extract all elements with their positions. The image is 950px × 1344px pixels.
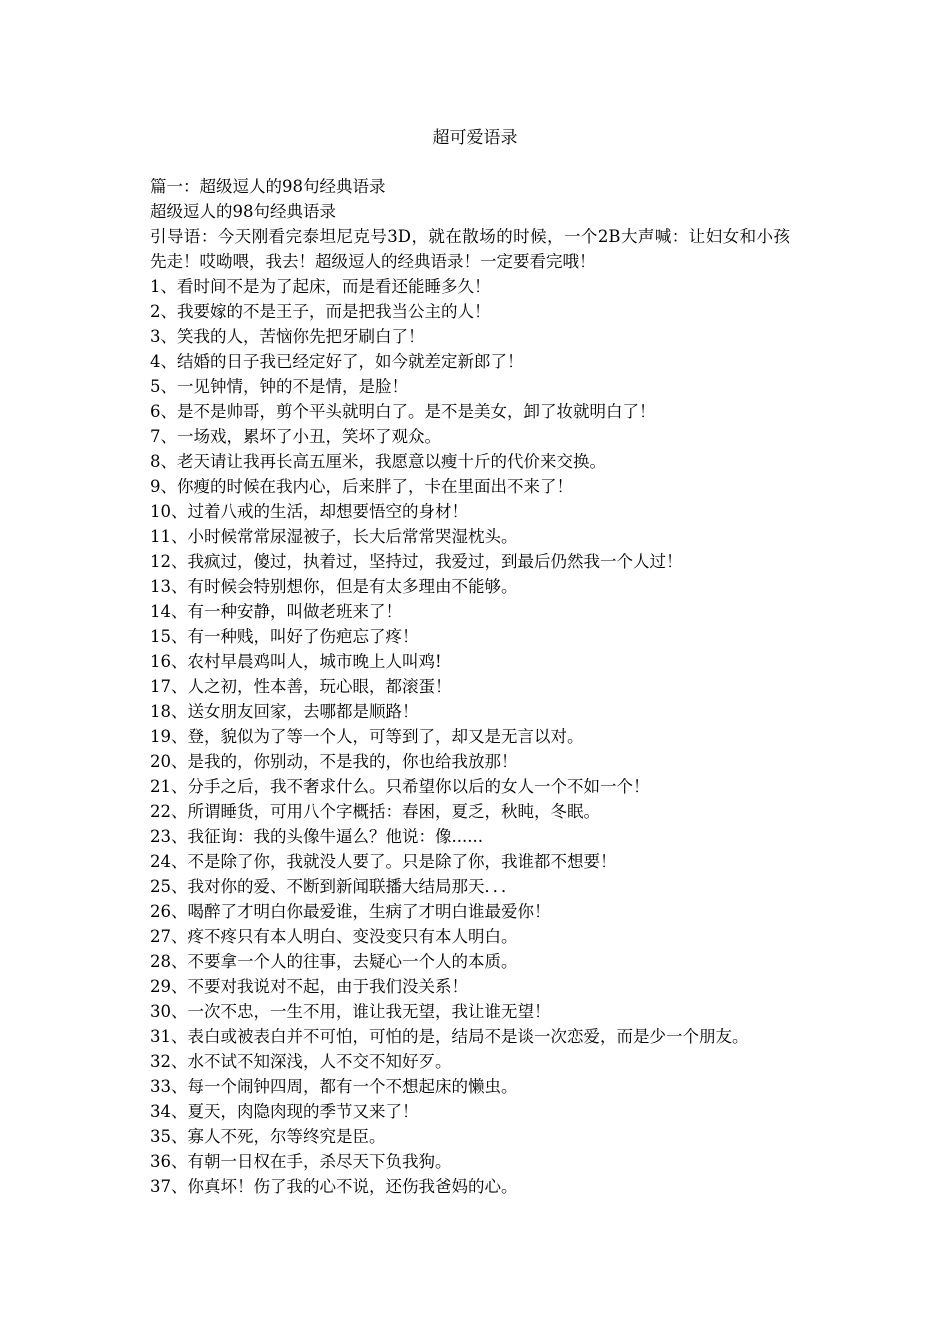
quote-line: 26、喝醉了才明白你最爱谁，生病了才明白谁最爱你！ <box>150 902 551 921</box>
quote-line: 36、有朝一日权在手，杀尽天下负我狗。 <box>150 1152 452 1171</box>
quote-line: 27、疼不疼只有本人明白、变没变只有本人明白。 <box>150 927 518 946</box>
quote-line: 5、一见钟情，钟的不是情，是脸！ <box>150 377 408 396</box>
quote-line: 18、送女朋友回家，去哪都是顺路！ <box>150 702 419 721</box>
quote-line: 22、所谓睡货，可用八个字概括：春困，夏乏，秋盹，冬眠。 <box>150 802 600 821</box>
quote-line: 9、你瘦的时候在我内心，后来胖了，卡在里面出不来了！ <box>150 477 573 496</box>
quote-line: 10、过着八戒的生活，却想要悟空的身材！ <box>150 502 468 521</box>
document-title: 超可爱语录 <box>432 128 518 148</box>
document-body <box>150 174 790 1199</box>
section-heading: 篇一：超级逗人的98句经典语录 <box>150 177 386 196</box>
quote-line: 19、登，貌似为了等一个人，可等到了，却又是无言以对。 <box>150 727 584 746</box>
quote-line: 1、看时间不是为了起床，而是看还能睡多久！ <box>150 277 491 296</box>
quote-line: 29、不要对我说对不起，由于我们没关系！ <box>150 977 468 996</box>
quote-line: 25、我对你的爱、不断到新闻联播大结局那天．．． <box>150 877 518 896</box>
quote-line: 34、夏天，肉隐肉现的季节又来了！ <box>150 1102 419 1121</box>
quote-line: 3、笑我的人，苦恼你先把牙刷白了！ <box>150 327 425 346</box>
quote-line: 6、是不是帅哥，剪个平头就明白了。是不是美女，卸了妆就明白了！ <box>150 402 656 421</box>
quote-line: 8、老天请让我再长高五厘米，我愿意以瘦十斤的代价来交换。 <box>150 452 606 471</box>
quote-line: 21、分手之后，我不奢求什么。只希望你以后的女人一个不如一个！ <box>150 777 650 796</box>
section-subheading: 超级逗人的98句经典语录 <box>150 202 336 221</box>
quote-line: 7、一场戏，累坏了小丑，笑坏了观众。 <box>150 427 441 446</box>
quote-line: 33、每一个闹钟四周，都有一个不想起床的懒虫。 <box>150 1077 518 1096</box>
quote-line: 12、我疯过，傻过，执着过，坚持过，我爱过，到最后仍然我一个人过！ <box>150 552 683 571</box>
quote-line: 14、有一种安静，叫做老班来了！ <box>150 602 402 621</box>
quote-line: 37、你真坏！伤了我的心不说，还伤我爸妈的心。 <box>150 1177 518 1196</box>
quote-line: 28、不要拿一个人的往事，去疑心一个人的本质。 <box>150 952 518 971</box>
quote-line: 17、人之初，性本善，玩心眼，都滚蛋！ <box>150 677 452 696</box>
quote-line: 23、我征询：我的头像牛逼么？他说：像...... <box>150 827 483 846</box>
quote-line: 15、有一种贱，叫好了伤疤忘了疼！ <box>150 627 419 646</box>
quote-line: 4、结婚的日子我已经定好了，如今就差定新郎了！ <box>150 352 524 371</box>
quote-line: 2、我要嫁的不是王子，而是把我当公主的人！ <box>150 302 491 321</box>
quote-line: 16、农村早晨鸡叫人，城市晚上人叫鸡! <box>150 652 442 671</box>
quote-line: 13、有时候会特别想你，但是有太多理由不能够。 <box>150 577 518 596</box>
quote-line: 20、是我的，你别动，不是我的，你也给我放那！ <box>150 752 518 771</box>
quote-line: 31、表白或被表白并不可怕，可怕的是，结局不是谈一次恋爱，而是少一个朋友。 <box>150 1027 749 1046</box>
quote-line: 32、水不试不知深浅，人不交不知好歹。 <box>150 1052 452 1071</box>
quote-line: 35、寡人不死，尔等终究是臣。 <box>150 1127 386 1146</box>
quote-line: 30、一次不忠，一生不用，谁让我无望，我让谁无望！ <box>150 1002 551 1021</box>
quote-line: 11、小时候常常尿湿被子，长大后常常哭湿枕头。 <box>150 527 518 546</box>
intro-paragraph: 引导语：今天刚看完泰坦尼克号3D，就在散场的时候，一个2B大声喊：让妇女和小孩先走！哎呦喂，我去！超级逗人的经典语录！一定要看完哦！ <box>150 227 790 271</box>
quote-line: 24、不是除了你，我就没人要了。只是除了你，我谁都不想要！ <box>150 852 617 871</box>
